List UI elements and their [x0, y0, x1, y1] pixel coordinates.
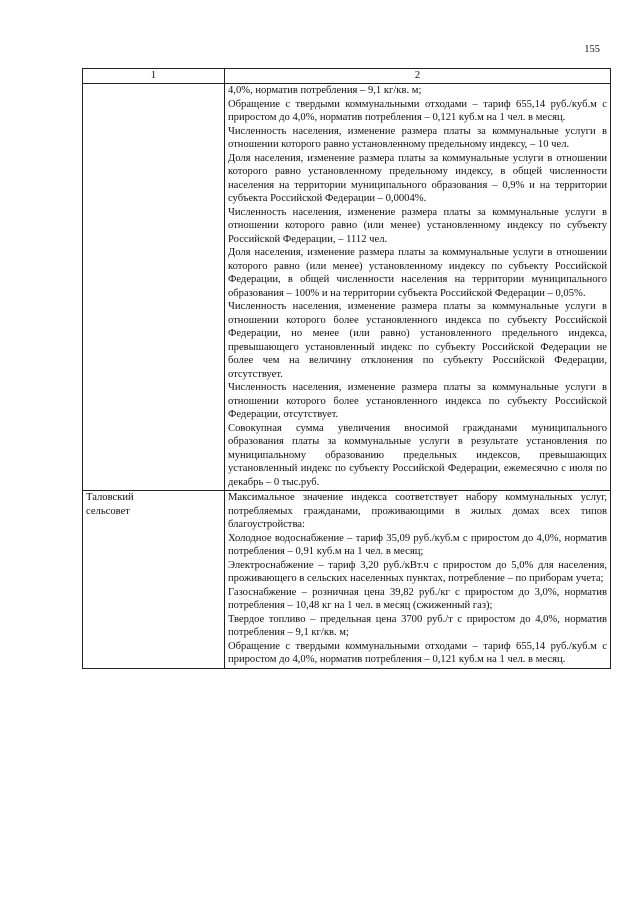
- paragraph: Доля населения, изменение размера платы за коммунальные услуги в отношении которого равно установленному предельному индексу, в общей численности населения на территории муниципального образования – 0,9% и на территории субъекта Российской Федерации – 0,0004%.: [228, 152, 607, 204]
- page-number: 155: [584, 44, 600, 55]
- paragraph: 4,0%, норматив потребления – 9,1 кг/кв. м;: [228, 85, 422, 96]
- paragraph: Газоснабжение – розничная цена 39,82 руб./кг с приростом до 3,0%, норматив потребления – 10,48 кг на 1 чел. в месяц (сжиженный газ);: [228, 586, 607, 611]
- table-row: [83, 491, 611, 669]
- paragraph: Численность населения, изменение размера платы за коммунальные услуги в отношении которого равно (или менее) установленному индексу по субъекту Российской Федерации, – 1112 чел.: [228, 206, 607, 245]
- column-header-1: 1: [83, 69, 225, 84]
- municipality-cell: [83, 84, 225, 491]
- paragraph: Численность населения, изменение размера платы за коммунальные услуги в отношении которого более установленного индекса по субъекту Российской Федерации, отсутствует.: [228, 382, 607, 420]
- document-table: [82, 68, 611, 669]
- paragraph: Совокупная сумма увеличения вносимой гражданами муниципального образования платы за коммунальные услуги в результате установления по муниципальному образованию предельных индексов, превышающих установленный индекс по субъекту Российской Федерации, ежемесячно с июля по декабрь – 0 тыс.руб.: [228, 422, 607, 488]
- description-cell: [225, 84, 611, 491]
- column-header-2: 2: [225, 69, 611, 84]
- description-cell: [225, 491, 611, 669]
- table-header-row: [83, 69, 611, 84]
- paragraph: Обращение с твердыми коммунальными отходами – тариф 655,14 руб./куб.м с приростом до 4,0%, норматив потребления – 0,121 куб.м на 1 чел. в месяц.: [228, 98, 607, 123]
- paragraph: Численность населения, изменение размера платы за коммунальные услуги в отношении которого более установленного индекса по субъекту Российской Федерации, но менее (или равно) установленного предельного индекса, превышающего установленный индекс по субъекту Российской Федерации не более чем на величину отклонения по субъекту Российской Федерации, отсутствует.: [228, 301, 607, 380]
- municipality-name-line: сельсовет: [86, 505, 130, 517]
- paragraph: Обращение с твердыми коммунальными отходами – тариф 655,14 руб./куб.м с приростом до 4,0%, норматив потребления – 0,121 куб.м на 1 чел. в месяц.: [228, 640, 607, 665]
- paragraph: Холодное водоснабжение – тариф 35,09 руб./куб.м с приростом до 4,0%, норматив потребления – 0,91 куб.м на 1 чел. в месяц;: [228, 532, 607, 557]
- paragraph: Доля населения, изменение размера платы за коммунальные услуги в отношении которого равно (или менее) установленному индексу по субъекту Российской Федерации, в общей численности населения на территории муниципального образования – 100% и на территории субъекта Российской Федерации – 0,05%.: [228, 247, 607, 299]
- paragraph: Численность населения, изменение размера платы за коммунальные услуги в отношении которого равно установленному предельному индексу, – 10 чел.: [228, 125, 607, 150]
- municipality-cell: [83, 491, 225, 669]
- paragraph: Максимальное значение индекса соответствует набору коммунальных услуг, потребляемых гражданами, проживающими в жилых домах всех типов благоустройства:: [228, 492, 607, 530]
- paragraph: Электроснабжение – тариф 3,20 руб./кВт.ч с приростом до 5,0% для населения, проживающего в сельских населенных пунктах, потребление – по приборам учета;: [228, 559, 607, 584]
- paragraph: Твердое топливо – предельная цена 3700 руб./т с приростом до 4,0%, норматив потребления – 9,1 кг/кв. м;: [228, 613, 607, 638]
- table-row: [83, 84, 611, 491]
- municipality-name-line: Таловский: [86, 492, 134, 503]
